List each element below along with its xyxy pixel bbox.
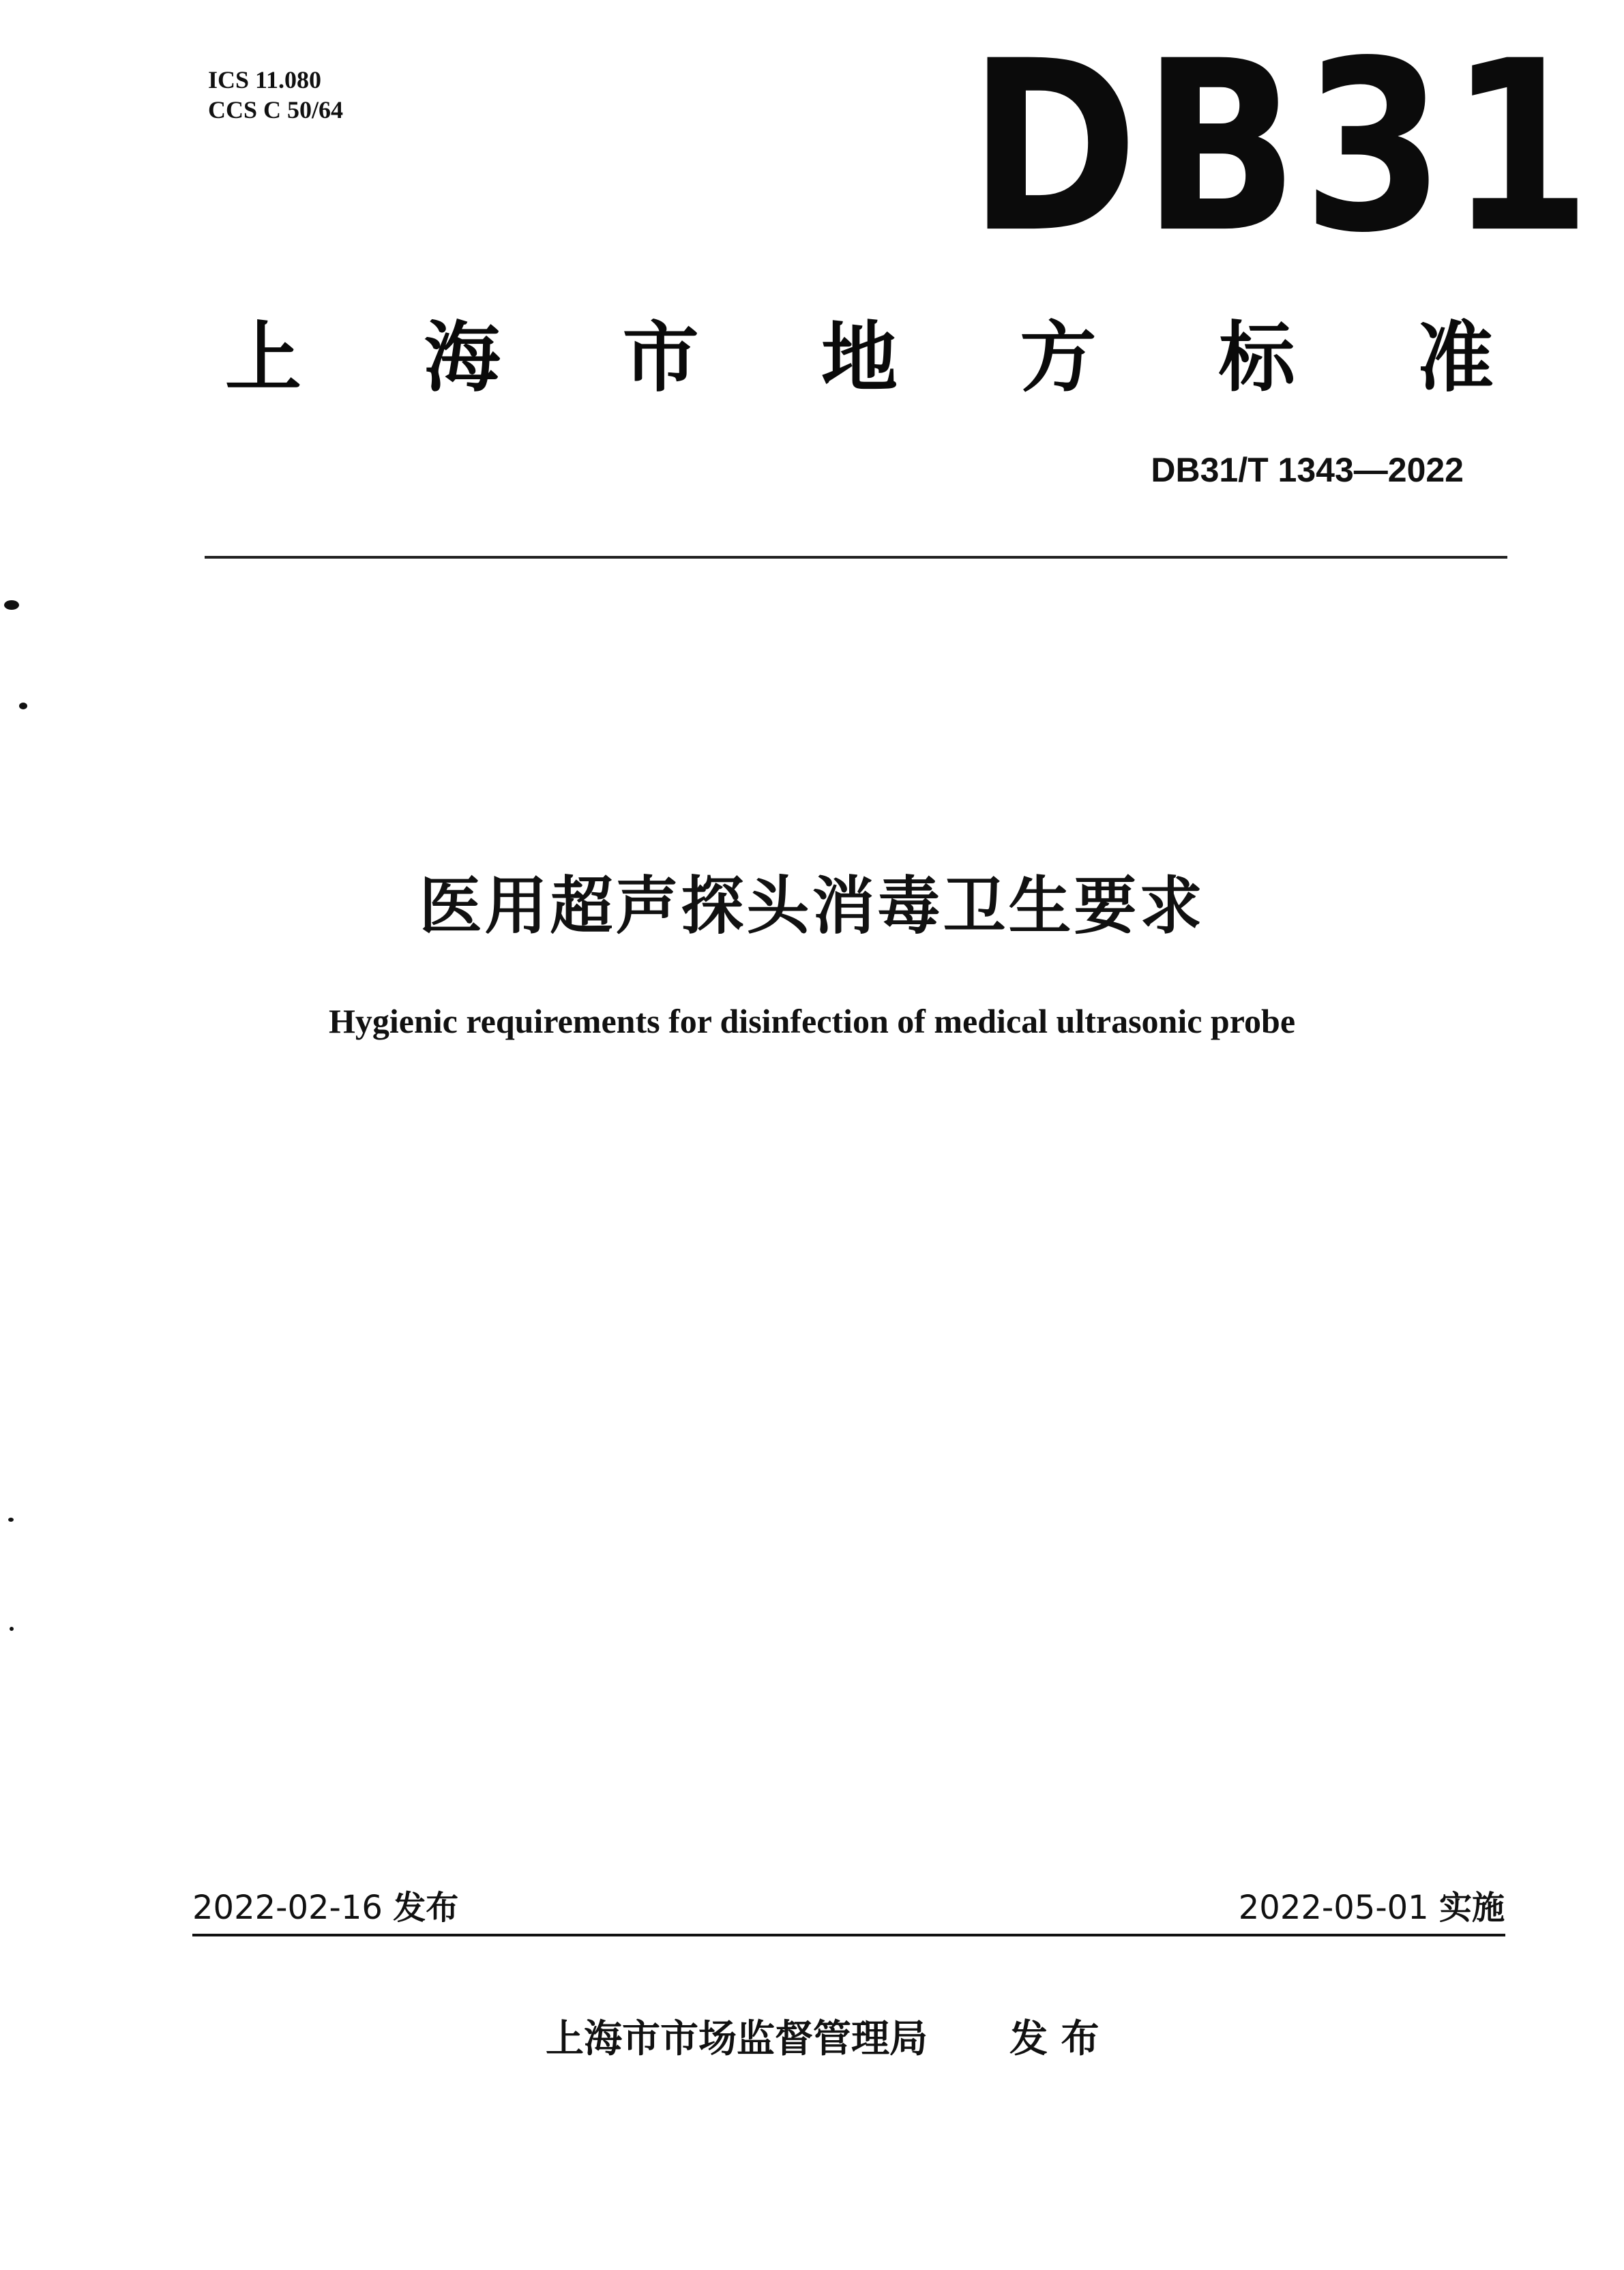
ccs-code: CCS C 50/64 — [208, 96, 344, 123]
issue-date-line — [192, 1881, 458, 1928]
standard-type-heading — [225, 300, 1494, 402]
scan-speck — [4, 600, 19, 610]
standard-type-char: 准 — [1417, 313, 1494, 402]
document-title-english: Hygienic requirements for disinfection of medical ultrasonic probe — [328, 1002, 1296, 1040]
document-title-chinese: 医用超声探头消毒卫生要求 — [419, 870, 1205, 943]
issuer-label: 发 布 — [1009, 2017, 1099, 2061]
standard-type-char: 上 — [225, 313, 301, 402]
scan-speck — [19, 703, 27, 709]
implementation-date: 2022-05-01 — [1238, 1889, 1429, 1927]
scan-speck — [10, 1627, 14, 1631]
db31-logo — [969, 10, 1596, 284]
issuer-name: 上海市市场监督管理局 — [546, 2017, 928, 2061]
implementation-date-line — [1239, 1881, 1505, 1928]
footer-divider — [192, 1934, 1505, 1936]
standard-type-char: 海 — [424, 313, 501, 402]
issue-date: 2022-02-16 — [192, 1889, 383, 1927]
issuing-authority — [546, 2009, 1099, 2063]
logo-text: DB31 — [969, 10, 1596, 284]
issue-label: 发布 — [393, 1889, 459, 1927]
standard-type-char: 市 — [622, 313, 699, 402]
standard-type-char: 方 — [1020, 313, 1097, 402]
classification-codes — [208, 65, 343, 125]
scan-speck — [8, 1518, 14, 1522]
implementation-label: 实施 — [1438, 1889, 1505, 1927]
standard-number: DB31/T 1343—2022 — [1151, 451, 1464, 489]
standard-type-char: 标 — [1218, 313, 1295, 402]
standard-type-char: 地 — [821, 313, 898, 402]
ics-code: ICS 11.080 — [208, 66, 322, 93]
header-divider — [205, 556, 1507, 559]
